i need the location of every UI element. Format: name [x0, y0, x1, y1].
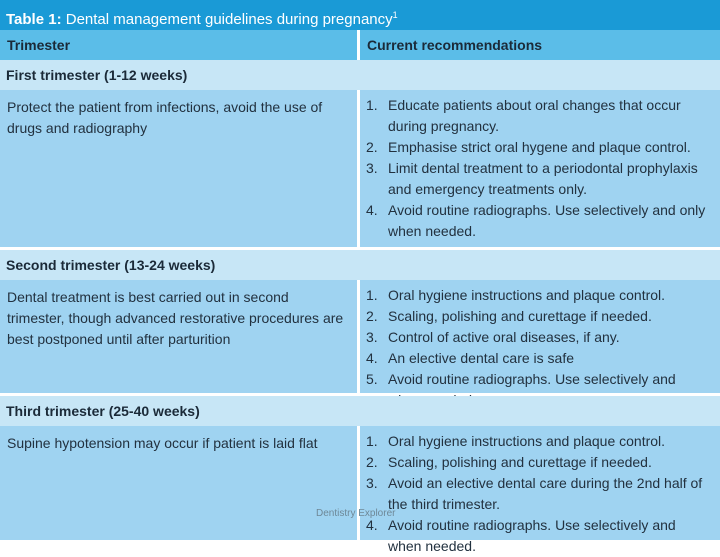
- list-item-text: Educate patients about oral changes that occur during pregnancy.: [388, 97, 681, 134]
- recommendations-list: [366, 431, 712, 557]
- column-header-trimester: Trimester: [0, 30, 357, 60]
- recommendations-cell: [360, 280, 720, 393]
- list-item-number: 1.: [366, 433, 378, 449]
- list-item: [366, 158, 712, 200]
- recommendations-cell: [360, 90, 720, 247]
- table-header-row: [0, 30, 720, 60]
- trimester-description: Dental treatment is best carried out in second trimester, though advanced restorative procedures are best postponed until after parturition: [0, 280, 357, 393]
- recommendations-cell: [360, 426, 720, 554]
- list-item: [366, 452, 712, 473]
- trimester-description: Supine hypotension may occur if patient is laid flat: [0, 426, 357, 540]
- table-title-label: Table 1:: [6, 11, 62, 28]
- list-item-number: 4.: [366, 202, 378, 218]
- list-item-text: Scaling, polishing and curettage if needed.: [388, 308, 652, 324]
- list-item-text: Avoid routine radiographs. Use selectively and only when needed.: [388, 202, 706, 239]
- list-item: [366, 95, 712, 137]
- list-item-number: 1.: [366, 97, 378, 113]
- list-item-text: An elective dental care is safe: [388, 350, 574, 366]
- watermark: Dentistry Explorer: [316, 508, 396, 519]
- list-item: [366, 515, 712, 557]
- list-item-text: Emphasise strict oral hygene and plaque control.: [388, 139, 691, 155]
- trimester-heading-third: Third trimester (25-40 weeks): [0, 396, 720, 426]
- list-item-number: 5.: [366, 371, 378, 387]
- list-item-text: Avoid routine radiographs. Use selectively and: [388, 371, 676, 387]
- table-row-second-trimester: [0, 280, 720, 393]
- list-item-text: Control of active oral diseases, if any.: [388, 329, 620, 345]
- list-item-text: Scaling, polishing and curettage if needed.: [388, 454, 652, 470]
- list-item-number: 2.: [366, 139, 378, 155]
- list-item: [366, 306, 712, 327]
- table-row-third-trimester: [0, 426, 720, 554]
- list-item-text: Oral hygiene instructions and plaque control.: [388, 287, 666, 303]
- list-item: [366, 285, 712, 306]
- column-header-recommendations: Current recommendations: [360, 30, 720, 60]
- list-item-number: 3.: [366, 160, 378, 176]
- list-item-text: Avoid an elective dental care during the 2nd half of the third trimester.: [388, 475, 703, 512]
- list-item-number: 4.: [366, 517, 378, 533]
- list-item: [366, 431, 712, 452]
- list-item-number: 2.: [366, 308, 378, 324]
- list-item-number: 4.: [366, 350, 378, 366]
- list-item-text: Avoid routine radiographs. Use selectively and when needed.: [388, 517, 676, 554]
- list-item: [366, 137, 712, 158]
- table-title-footnote: 1: [392, 10, 398, 20]
- recommendations-list: [366, 285, 712, 411]
- table-row-first-trimester: [0, 90, 720, 247]
- list-item: [366, 348, 712, 369]
- list-item: [366, 327, 712, 348]
- trimester-heading-second: Second trimester (13-24 weeks): [0, 250, 720, 280]
- trimester-description: Protect the patient from infections, avoid the use of drugs and radiography: [0, 90, 357, 247]
- list-item-text: Oral hygiene instructions and plaque control.: [388, 433, 666, 449]
- trimester-heading-first: First trimester (1-12 weeks): [0, 60, 720, 90]
- list-item-number: 3.: [366, 329, 378, 345]
- list-item-number: 3.: [366, 475, 378, 491]
- list-item: [366, 473, 712, 515]
- table-title: [0, 0, 720, 30]
- list-item-number: 2.: [366, 454, 378, 470]
- list-item-text: Limit dental treatment to a periodontal prophylaxis and emergency treatments only.: [388, 160, 698, 197]
- list-item-number: 1.: [366, 287, 378, 303]
- list-item: [366, 200, 712, 242]
- recommendations-list: [366, 95, 712, 242]
- table-title-text: Dental management guidelines during pregnancy: [61, 11, 393, 28]
